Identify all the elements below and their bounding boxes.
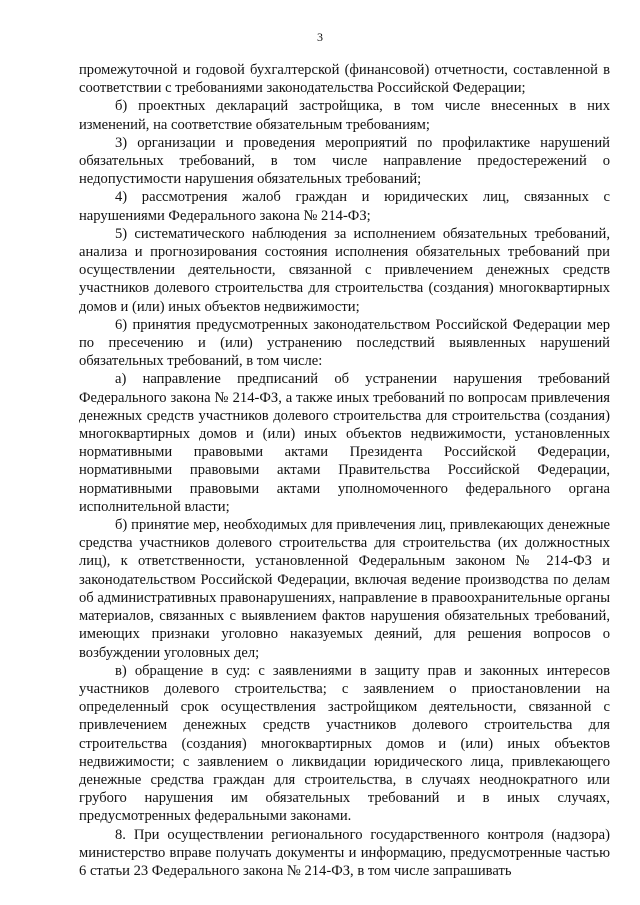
paragraph-item-3: 3) организации и проведения мероприятий по профилактике нарушений обязательных требований, в том числе направление предостережений о недопустимости нарушения обязательных требований; [79,134,610,188]
paragraph-item-6b: б) принятие мер, необходимых для привлечения лиц, привлекающих денежные средства участников долевого строительства для строительства (их должностных лиц), к ответственности, установленной Федеральным законом № 214-ФЗ и законодательством Российской Федерации, включая ведение производства по делам об административных правонарушениях, направление в правоохранительные органы материалов, связанных с выявлением фактов нарушения обязательных требований, имеющих признаки уголовно наказуемых деяний, для решения вопросов о возбуждении уголовных дел; [79,517,610,661]
paragraph-item-6: 6) принятия предусмотренных законодательством Российской Федерации мер по пресечению и (или) устранению последствий выявленных нарушений обязательных требований, в том числе: [79,316,610,370]
paragraph-item-b: б) проектных деклараций застройщика, в том числе внесенных в них изменений, на соответствие обязательным требованиям; [79,98,610,133]
document-body [79,61,610,880]
paragraph-item-5: 5) систематического наблюдения за исполнением обязательных требований, анализа и прогнозирования состояния исполнения обязательных требований при осуществлении деятельности, связанной с привлечением денежных средств участников долевого строительства для строительства (создания) многоквартирных домов и (или) иных объектов недвижимости; [79,225,610,315]
paragraph-continuation: промежуточной и годовой бухгалтерской (финансовой) отчетности, составленной в соответствии с требованиями законодательства Российской Федерации; [79,62,610,97]
paragraph-item-8: 8. При осуществлении регионального государственного контроля (надзора) министерство вправе получать документы и информацию, предусмотренные частью 6 статьи 23 Федерального закона № 214-ФЗ, в том числе запрашивать [79,826,610,879]
paragraph-item-6v: в) обращение в суд: с заявлениями в защиту прав и законных интересов участников долевого строительства; с заявлением о приостановлении на определенный срок осуществления застройщиком деятельности, связанной с привлечением денежных средств участников долевого строительства для строительства (создания) многоквартирных домов и (или) иных объектов недвижимости; с заявлением о ликвидации юридического лица, привлекающего денежные средства граждан для строительства, в случаях неоднократного или грубого нарушения им обязательных требований и в иных случаях, предусмотренных федеральными законами. [79,662,610,825]
paragraph-item-4: 4) рассмотрения жалоб граждан и юридических лиц, связанных с нарушениями Федерального закона № 214-ФЗ; [79,189,610,224]
page-number: 3 [317,30,323,44]
paragraph-item-6a: а) направление предписаний об устранении нарушения требований Федерального закона № 214-ФЗ, а также иных требований по вопросам привлечения денежных средств участников долевого строительства для строительства (создания) многоквартирных домов и (или) иных объектов недвижимости, установленных нормативными правовыми актами Президента Российской Федерации, нормативными правовыми актами Правительства Российской Федерации, нормативными правовыми актами уполномоченного федерального органа исполнительной власти; [79,371,610,515]
